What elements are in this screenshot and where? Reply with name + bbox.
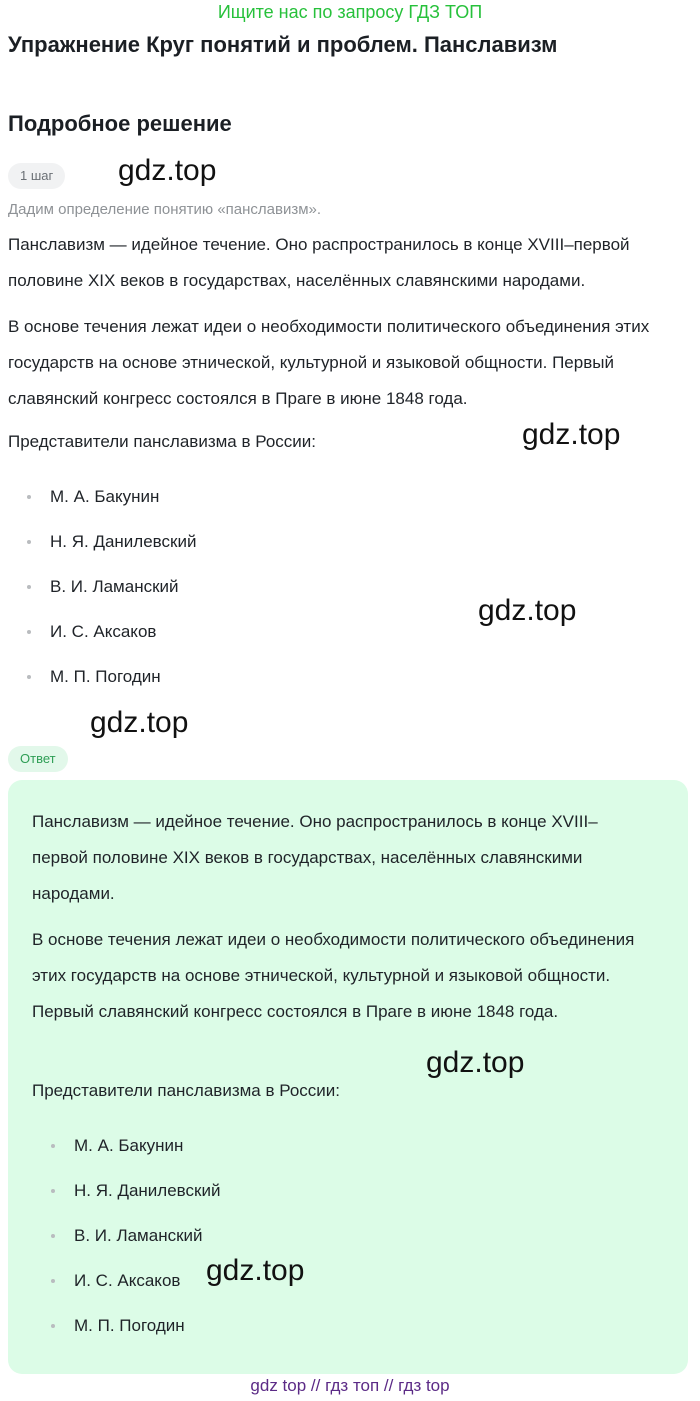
bullet-icon (51, 1279, 55, 1283)
step-hint: Дадим определение понятию «панславизм». (8, 201, 322, 218)
list-item: В. И. Ламанский (32, 1224, 652, 1269)
solution-paragraph-2: В основе течения лежат идеи о необходимости политического объединения этих государств на основе этнической, культурной и языковой общности. Первый славянский конгресс состоялся в Праге в июне 1848 года. (8, 317, 650, 408)
watermark: gdz.top (426, 1046, 525, 1079)
solution-paragraph-3: Представители панславизма в России: (8, 432, 317, 451)
list-item: И. С. Аксаков (32, 1269, 652, 1314)
watermark: gdz.top (90, 706, 189, 739)
list-item: М. П. Погодин (8, 665, 668, 710)
solution-heading: Подробное решение (8, 111, 232, 136)
watermark: gdz.top (118, 154, 217, 187)
bullet-icon (51, 1189, 55, 1193)
list-item: М. П. Погодин (32, 1314, 652, 1359)
answer-paragraph-1: Панславизм — идейное течение. Оно распространилось в конце XVIII–первой половине XIX веков в государствах, населённых славянскими народами. (32, 812, 598, 903)
answer-paragraph-3: Представители панславизма в России: (32, 1081, 341, 1100)
bullet-icon (51, 1324, 55, 1328)
bullet-icon (27, 495, 31, 499)
page-title: Упражнение Круг понятий и проблем. Панславизм (8, 32, 558, 57)
watermark: gdz.top (522, 418, 621, 451)
answer-box (8, 780, 688, 1374)
list-item: М. А. Бакунин (8, 485, 668, 530)
watermark: gdz.top (478, 594, 577, 627)
step-badge: 1 шаг (8, 163, 65, 189)
bullet-icon (27, 585, 31, 589)
solution-paragraph-1: Панславизм — идейное течение. Оно распространилось в конце XVIII–первой половине XIX веков в государствах, населённых славянскими народами. (8, 235, 630, 290)
watermark: gdz.top (206, 1254, 305, 1287)
bullet-icon (51, 1144, 55, 1148)
list-item: М. А. Бакунин (32, 1134, 652, 1179)
bullet-icon (51, 1234, 55, 1238)
list-item: В. И. Ламанский (8, 575, 668, 620)
bullet-icon (27, 630, 31, 634)
bullet-icon (27, 540, 31, 544)
answer-paragraph-2: В основе течения лежат идеи о необходимости политического объединения этих государств на основе этнической, культурной и языковой общности. Первый славянский конгресс состоялся в Праге в июне 1848 года. (32, 930, 635, 1021)
list-item: И. С. Аксаков (8, 620, 668, 665)
list-item: Н. Я. Данилевский (32, 1179, 652, 1224)
answer-list (32, 1134, 652, 1359)
answer-badge: Ответ (8, 746, 68, 772)
search-banner: Ищите нас по запросу ГДЗ ТОП (217, 2, 483, 22)
list-item: Н. Я. Данилевский (8, 530, 668, 575)
footer-links[interactable]: gdz top // гдз топ // гдз top (250, 1376, 450, 1395)
bullet-icon (27, 675, 31, 679)
